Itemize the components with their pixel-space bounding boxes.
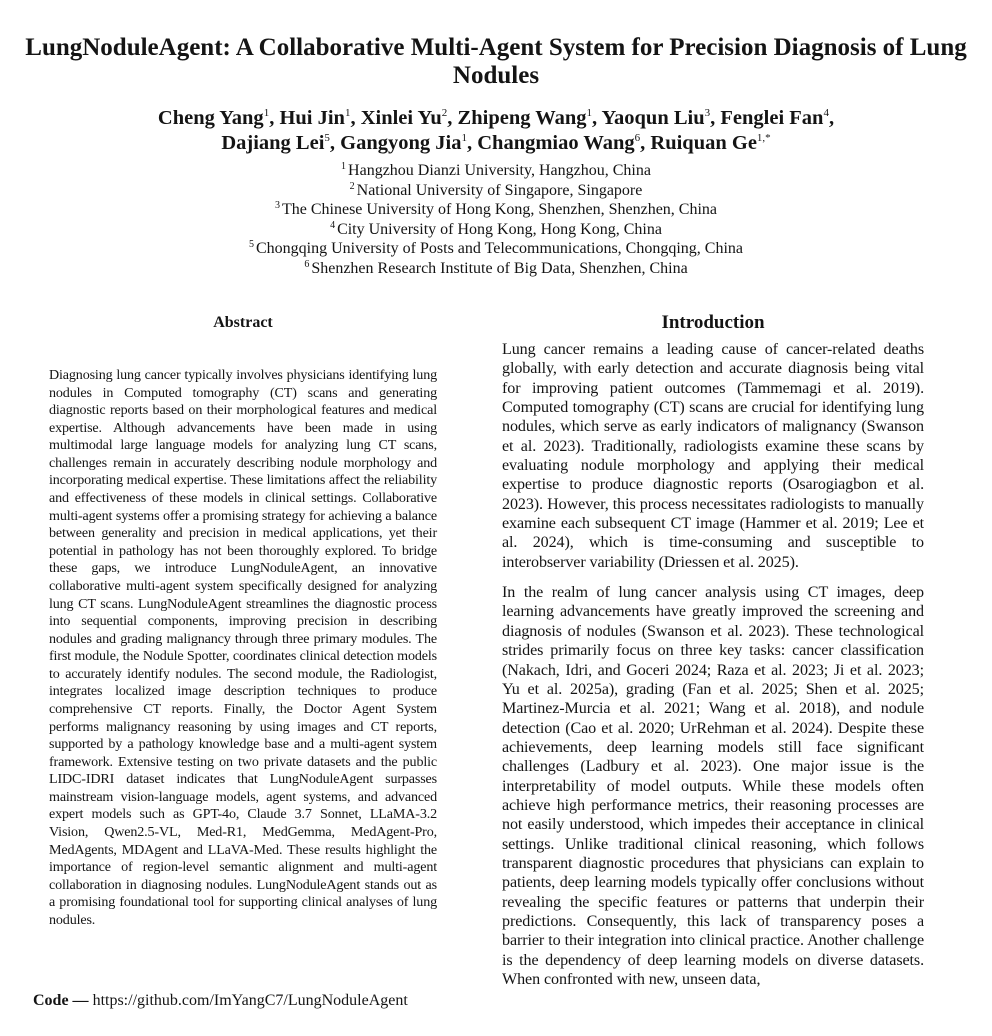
author-separator: , — [269, 107, 280, 129]
author-affiliation-mark: 1,* — [756, 132, 771, 144]
author-name: Yaoqun Liu — [601, 107, 705, 129]
affiliation-text: Shenzhen Research Institute of Big Data, Shenzhen, China — [311, 259, 688, 277]
author-affiliation-mark: 1 — [344, 107, 351, 119]
author-name: Gangyong Jia — [340, 132, 462, 154]
introduction-heading: Introduction — [661, 312, 765, 333]
author-separator: , — [350, 107, 361, 129]
affiliation-list — [100, 161, 892, 278]
author-separator: , — [828, 107, 835, 129]
affiliation-line — [100, 239, 892, 259]
affiliation-number: 6 — [304, 258, 310, 270]
author-affiliation-mark: 1 — [461, 132, 467, 144]
author-name: Fenglei Fan — [720, 107, 824, 129]
author-name: Cheng Yang — [157, 107, 264, 129]
abstract-section — [49, 312, 437, 930]
author-affiliation-mark: 3 — [704, 107, 711, 119]
author-separator: , — [640, 132, 651, 154]
affiliation-line — [100, 181, 892, 201]
code-link[interactable]: https://github.com/ImYangC7/LungNoduleAgent — [92, 992, 408, 1009]
affiliation-line — [100, 259, 892, 279]
affiliation-number: 1 — [341, 161, 347, 172]
author-name: Changmiao Wang — [477, 132, 635, 154]
code-label: Code — — [33, 992, 89, 1009]
abstract-body: Diagnosing lung cancer typically involves physicians identifying lung nodules in Computed tomography (CT) scans and generating diagnostic reports based on their morphological features and medical expertise. Although advancements have been made in using multimodal large language models for analyzing lung CT scans, challenges remain in accurately describing nodule morphology and incorporating medical expertise. These limitations affect the reliability and effectiveness of these models in clinical settings. Collaborative multi-agent systems offer a promising strategy for achieving a balance between generality and precision in medical applications, yet their potential in pathology has not been thoroughly explored. To bridge these gaps, we introduce LungNoduleAgent, an innovative collaborative multi-agent system specifically designed for analyzing lung CT scans. LungNoduleAgent streamlines the diagnostic process into sequential components, improving precision in describing nodules and grading malignancy through three primary modules. The first module, the Nodule Spotter, coordinates clinical detection models to accurately identify nodules. The second module, the Radiologist, integrates localized image description techniques to produce comprehensive CT reports. Finally, the Doctor Agent System performs malignancy reasoning by using images and CT reports, supported by a pathology knowledge base and a multi-agent system framework. Extensive testing on two private datasets and the public LIDC-IDRI dataset indicates that LungNoduleAgent surpasses mainstream vision-language models, agent systems, and advanced expert models such as GPT-4o, Claude 3.7 Sonnet, LLaMA-3.2 Vision, Qwen2.5-VL, Med-R1, MedGemma, MedAgent-Pro, MedAgents, MDAgent and LLaVA-Med. These results highlight the importance of region-level semantic alignment and multi-agent collaboration in diagnosing nodules. LungNoduleAgent stands out as a promising foundational tool for supporting clinical analyses of lung nodules. — [49, 367, 437, 928]
affiliation-number: 2 — [349, 180, 355, 192]
affiliation-text: National University of Singapore, Singapore — [356, 181, 643, 199]
author-affiliation-mark: 4 — [823, 107, 829, 119]
affiliation-text: Hangzhou Dianzi University, Hangzhou, China — [348, 162, 651, 179]
affiliation-line — [100, 200, 892, 220]
author-separator: , — [710, 107, 721, 129]
author-affiliation-mark: 1 — [586, 107, 592, 119]
author-name: Xinlei Yu — [360, 107, 442, 129]
affiliation-number: 3 — [274, 200, 280, 211]
author-affiliation-mark: 5 — [324, 132, 330, 144]
affiliation-text: The Chinese University of Hong Kong, Shenzhen, Shenzhen, China — [281, 201, 718, 218]
author-separator: , — [592, 107, 602, 129]
author-name: Ruiquan Ge — [650, 132, 757, 154]
author-name: Dajiang Lei — [221, 132, 325, 154]
introduction-paragraph: Lung cancer remains a leading cause of cancer-related deaths globally, with early detection and accurate diagnosis being vital for improving patient outcomes (Tammemagi et al. 2019). Computed tomography (CT) scans are crucial for identifying lung nodules, which serve as early indicators of malignancy (Swanson et al. 2023). Traditionally, radiologists examine these scans by evaluating nodule morphology and applying their medical expertise to produce diagnostic reports (Osarogiagbon et al. 2023). However, this process necessitates radiologists to manually examine each subsequent CT image (Hammer et al. 2019; Lee et al. 2024), which is time-consuming and susceptible to interobserver variability (Driessen et al. 2025). — [502, 341, 924, 571]
affiliation-line — [100, 161, 892, 181]
affiliation-line — [100, 220, 892, 240]
author-name: Zhipeng Wang — [457, 107, 587, 129]
author-separator: , — [466, 132, 478, 154]
author-name: Hui Jin — [279, 107, 345, 129]
author-affiliation-mark: 1 — [263, 107, 270, 119]
affiliation-text: City University of Hong Kong, Hong Kong, China — [337, 220, 662, 238]
affiliation-number: 5 — [249, 239, 254, 250]
code-line — [33, 990, 463, 1012]
affiliation-text: Chongqing University of Posts and Telecommunications, Chongqing, China — [256, 240, 743, 257]
author-separator: , — [447, 107, 458, 129]
introduction-section — [502, 310, 924, 989]
abstract-heading: Abstract — [213, 314, 273, 331]
introduction-paragraph: In the realm of lung cancer analysis using CT images, deep learning advancements have greatly improved the screening and diagnosis of nodules (Swanson et al. 2023). These technological strides primarily focus on three key tasks: cancer classification (Nakach, Idri, and Goceri 2024; Raza et al. 2023; Ji et al. 2023; Yu et al. 2025a), grading (Fan et al. 2025; Shen et al. 2025; Martinez-Murcia et al. 2021; Wang et al. 2018), and nodule detection (Cao et al. 2020; UrRehman et al. 2024). Despite these achievements, deep learning models still face significant challenges (Ladbury et al. 2023). One major issue is the interpretability of model outputs. While these models often achieve high performance metrics, their reasoning processes are not easily understood, which impedes their acceptance in clinical settings. Unlike traditional clinical reasoning, which follows transparent diagnostic procedures that physicians can explain to patients, deep learning models typically offer conclusions without revealing the specific features or patterns that underpin their predictions. Consequently, this lack of transparency poses a barrier to their integration into clinical practice. Another challenge is the dependency of deep learning models on diverse datasets. When confronted with new, unseen data, — [502, 584, 924, 988]
paper-title: LungNoduleAgent: A Collaborative Multi-Agent System for Precision Diagnosis of Lung Nodules — [25, 34, 967, 89]
author-affiliation-mark: 6 — [634, 132, 641, 144]
author-list — [60, 106, 932, 156]
author-affiliation-mark: 2 — [441, 107, 448, 119]
author-separator: , — [329, 132, 341, 154]
affiliation-number: 4 — [330, 219, 336, 231]
